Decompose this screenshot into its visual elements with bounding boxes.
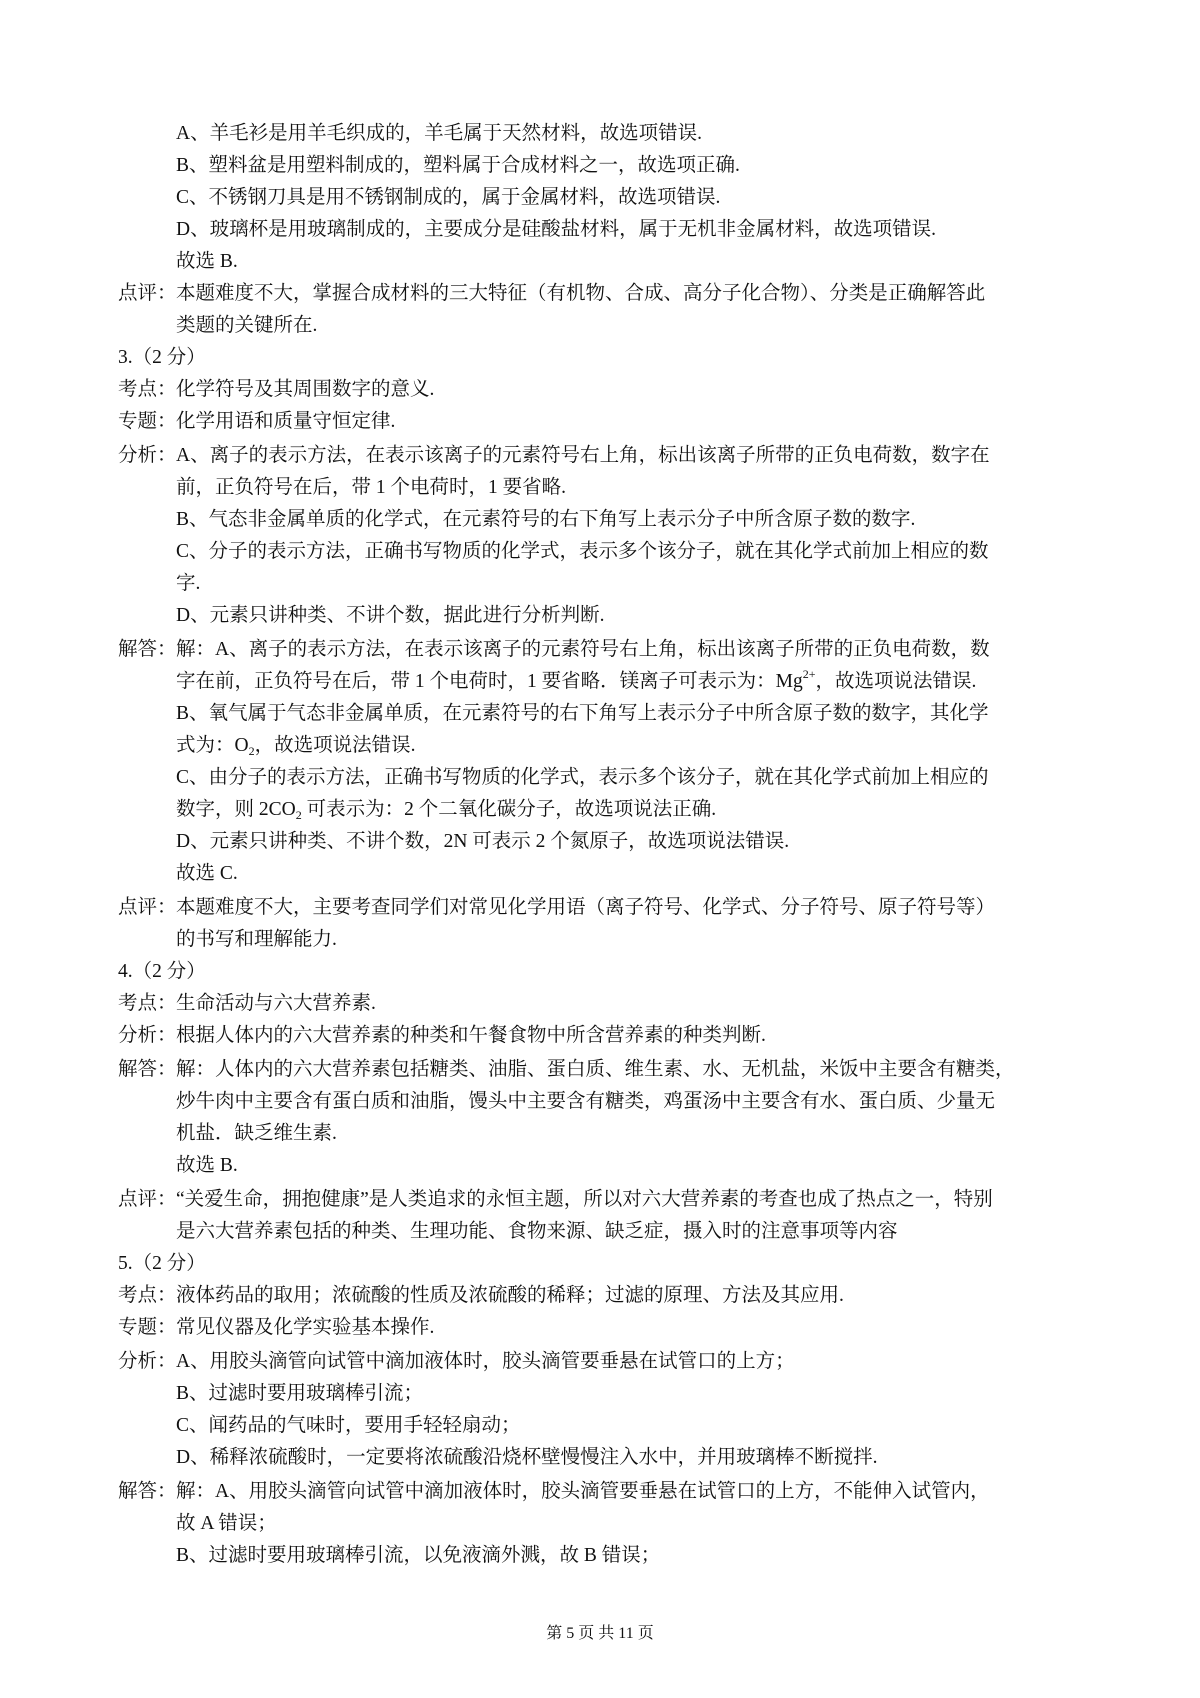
line-text: [176, 374, 434, 406]
line-text: [176, 634, 990, 666]
line-label: 考点：: [118, 993, 177, 1014]
line-label: 考点：: [118, 379, 177, 400]
text-line: [118, 118, 1000, 150]
line-text: [176, 988, 376, 1020]
text-segment: 液体药品的取用；浓硫酸的性质及浓硫酸的稀释；过滤的原理、方法及其应用.: [176, 1285, 844, 1306]
text-segment: D、元素只讲种类、不讲个数，据此进行分析判断.: [176, 605, 605, 626]
text-line: [118, 600, 1000, 632]
page-footer: 第 5 页 共 11 页: [546, 1625, 654, 1642]
line-label: 解答：: [118, 639, 177, 660]
text-segment: ，故选项说法错误.: [254, 735, 416, 756]
text-line: [118, 342, 1000, 374]
text-segment: B、氧气属于气态非金属单质，在元素符号的右下角写上表示分子中所含原子数的数字，其化学: [176, 703, 989, 724]
line-label: 考点：: [118, 1285, 177, 1306]
line-text: [176, 246, 238, 278]
line-label: 分析：: [118, 445, 177, 466]
line-text: [176, 698, 989, 730]
line-label: 专题：: [118, 411, 177, 432]
line-label: 点评：: [118, 897, 177, 918]
text-segment: B、过滤时要用玻璃棒引流；: [176, 1383, 424, 1404]
text-segment: 炒牛肉中主要含有蛋白质和油脂，馒头中主要含有糖类，鸡蛋汤中主要含有水、蛋白质、少量无: [176, 1091, 996, 1112]
text-segment: A、用胶头滴管向试管中滴加液体时，胶头滴管要垂悬在试管口的上方；: [176, 1351, 795, 1372]
text-line: [118, 634, 1000, 666]
line-text: [176, 1150, 238, 1182]
subscript: 2: [295, 808, 302, 822]
text-segment: 解：A、离子的表示方法，在表示该离子的元素符号右上角，标出该离子所带的正负电荷数，数: [176, 639, 990, 660]
text-line: [118, 440, 1000, 472]
text-segment: 常见仪器及化学实验基本操作.: [176, 1317, 435, 1338]
text-line: [118, 310, 1000, 342]
text-line: [118, 1216, 1000, 1248]
text-line: [118, 1054, 1015, 1086]
text-line: [118, 1508, 1000, 1540]
text-line: [118, 1020, 1000, 1052]
line-text: [176, 118, 702, 150]
line-text: [176, 1312, 434, 1344]
line-text: [176, 1086, 995, 1118]
line-text: [176, 504, 915, 536]
line-text: [176, 1020, 766, 1052]
text-segment: 根据人体内的六大营养素的种类和午餐食物中所含营养素的种类判断.: [176, 1025, 766, 1046]
text-line: [118, 1410, 1000, 1442]
line-text: [176, 730, 415, 762]
text-segment: 数字，则 2CO: [176, 799, 296, 820]
line-text: [176, 794, 716, 826]
line-label: 分析：: [118, 1351, 177, 1372]
text-line: [118, 150, 1000, 182]
text-segment: 解：人体内的六大营养素包括糖类、油脂、蛋白质、维生素、水、无机盐，米饭中主要含有糖类，: [176, 1059, 1015, 1080]
line-text: [176, 472, 566, 504]
line-text: [176, 1118, 337, 1150]
line-text: [176, 1184, 993, 1216]
text-segment: A、离子的表示方法，在表示该离子的元素符号右上角，标出该离子所带的正负电荷数，数字在: [176, 445, 990, 466]
text-segment: C、分子的表示方法，正确书写物质的化学式，表示多个该分子，就在其化学式前加上相应的数: [176, 541, 989, 562]
text-segment: 字.: [176, 573, 201, 594]
text-segment: 解：A、用胶头滴管向试管中滴加液体时，胶头滴管要垂悬在试管口的上方，不能伸入试管内，: [176, 1481, 990, 1502]
line-text: [176, 182, 720, 214]
text-line: [118, 794, 1000, 826]
text-line: [118, 536, 1000, 568]
line-label: 解答：: [118, 1481, 177, 1502]
line-text: [176, 1054, 1015, 1086]
text-segment: 前，正负符号在后，带 1 个电荷时，1 要省略.: [176, 477, 567, 498]
text-line: [118, 956, 1000, 988]
text-segment: 类题的关键所在.: [176, 315, 318, 336]
text-segment: C、由分子的表示方法，正确书写物质的化学式，表示多个该分子，就在其化学式前加上相应的: [176, 767, 989, 788]
text-line: [118, 1346, 1000, 1378]
text-segment: 化学用语和质量守恒定律.: [176, 411, 396, 432]
text-line: [118, 1378, 1000, 1410]
line-text: [176, 600, 604, 632]
text-segment: A、羊毛衫是用羊毛织成的，羊毛属于天然材料，故选项错误.: [176, 123, 702, 144]
line-text: [176, 826, 789, 858]
text-line: [118, 892, 1000, 924]
text-segment: D、元素只讲种类、不讲个数，2N 可表示 2 个氮原子，故选项说法错误.: [176, 831, 790, 852]
line-text: [176, 1280, 844, 1312]
text-line: [118, 1540, 1000, 1572]
line-label: 5.（2 分）: [118, 1253, 206, 1274]
text-line: [118, 1280, 1000, 1312]
line-label: 4.（2 分）: [118, 961, 206, 982]
line-text: [176, 1442, 877, 1474]
text-segment: 化学符号及其周围数字的意义.: [176, 379, 435, 400]
line-text: [176, 1216, 898, 1248]
text-line: [118, 472, 1000, 504]
text-segment: 机盐．缺乏维生素.: [176, 1123, 337, 1144]
text-line: [118, 568, 1000, 600]
line-text: [176, 1346, 795, 1378]
text-segment: “关爱生命，拥抱健康”是人类追求的永恒主题，所以对六大营养素的考查也成了热点之一，特别: [176, 1189, 993, 1210]
text-segment: 故选 B.: [176, 251, 238, 272]
text-line: [118, 374, 1000, 406]
line-label: 分析：: [118, 1025, 177, 1046]
text-line: [118, 182, 1000, 214]
text-line: [118, 988, 1000, 1020]
line-label: 点评：: [118, 1189, 177, 1210]
text-line: [118, 1476, 1000, 1508]
line-text: [176, 214, 936, 246]
text-line: [118, 924, 1000, 956]
line-text: [176, 924, 337, 956]
text-line: [118, 730, 1000, 762]
line-text: [176, 278, 985, 310]
text-line: [118, 214, 1000, 246]
text-line: [118, 1442, 1000, 1474]
text-line: [118, 1184, 1000, 1216]
line-text: [176, 310, 317, 342]
text-segment: 故选 B.: [176, 1155, 238, 1176]
text-segment: C、不锈钢刀具是用不锈钢制成的，属于金属材料，故选项错误.: [176, 187, 721, 208]
line-text: [176, 1540, 660, 1572]
text-segment: ，故选项说法错误.: [815, 671, 977, 692]
line-text: [176, 406, 395, 438]
text-segment: 字在前，正负符号在后，带 1 个电荷时，1 要省略．镁离子可表示为：Mg: [176, 671, 803, 692]
line-text: [176, 892, 995, 924]
text-segment: 本题难度不大，掌握合成材料的三大特征（有机物、合成、高分子化合物）、分类是正确解答此: [176, 283, 986, 304]
line-text: [176, 762, 989, 794]
text-line: [118, 698, 1000, 730]
line-text: [176, 1508, 277, 1540]
text-segment: 本题难度不大，主要考查同学们对常见化学用语（离子符号、化学式、分子符号、原子符号等）: [176, 897, 996, 918]
subscript: 2: [248, 744, 255, 758]
text-line: [118, 246, 1000, 278]
line-text: [176, 666, 976, 698]
text-segment: 是六大营养素包括的种类、生理功能、食物来源、缺乏症，摄入时的注意事项等内容: [176, 1221, 898, 1242]
text-line: [118, 1086, 1000, 1118]
text-segment: D、玻璃杯是用玻璃制成的，主要成分是硅酸盐材料，属于无机非金属材料，故选项错误.: [176, 219, 936, 240]
text-line: [118, 1150, 1000, 1182]
line-label: 专题：: [118, 1317, 177, 1338]
text-line: [118, 1312, 1000, 1344]
line-label: 3.（2 分）: [118, 347, 206, 368]
line-text: [176, 440, 990, 472]
text-segment: 的书写和理解能力.: [176, 929, 337, 950]
text-segment: 式为：O: [176, 735, 249, 756]
text-line: [118, 504, 1000, 536]
text-segment: C、闻药品的气味时，要用手轻轻扇动；: [176, 1415, 521, 1436]
text-line: [118, 1118, 1000, 1150]
line-text: [176, 536, 989, 568]
text-segment: 可表示为：2 个二氧化碳分子，故选项说法正确.: [301, 799, 717, 820]
line-label: 解答：: [118, 1059, 177, 1080]
line-label: 点评：: [118, 283, 177, 304]
text-segment: B、过滤时要用玻璃棒引流，以免液滴外溅，故 B 错误；: [176, 1545, 661, 1566]
text-segment: 生命活动与六大营养素.: [176, 993, 376, 1014]
text-line: [118, 762, 1000, 794]
text-line: [118, 278, 1000, 310]
line-text: [176, 858, 238, 890]
text-segment: B、塑料盆是用塑料制成的，塑料属于合成材料之一，故选项正确.: [176, 155, 740, 176]
line-text: [176, 1378, 423, 1410]
text-line: [118, 666, 1000, 698]
text-segment: D、稀释浓硫酸时，一定要将浓硫酸沿烧杯壁慢慢注入水中，并用玻璃棒不断搅拌.: [176, 1447, 878, 1468]
text-line: [118, 1248, 1000, 1280]
text-line: [118, 406, 1000, 438]
line-text: [176, 150, 740, 182]
text-segment: 故选 C.: [176, 863, 238, 884]
text-line: [118, 826, 1000, 858]
text-line: [118, 858, 1000, 890]
text-segment: 故 A 错误；: [176, 1513, 277, 1534]
line-text: [176, 568, 200, 600]
line-text: [176, 1410, 521, 1442]
superscript: 2+: [802, 667, 816, 681]
text-segment: B、气态非金属单质的化学式，在元素符号的右下角写上表示分子中所含原子数的数字.: [176, 509, 916, 530]
line-text: [176, 1476, 990, 1508]
